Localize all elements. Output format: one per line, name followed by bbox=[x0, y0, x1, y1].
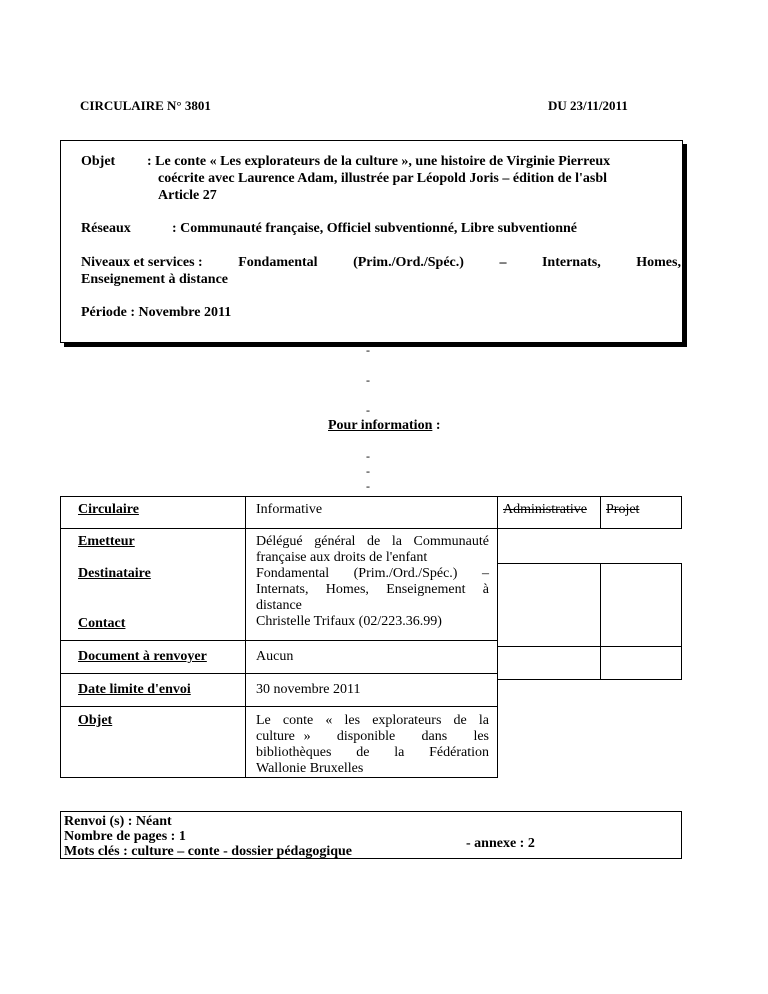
table-border bbox=[497, 679, 682, 680]
reseaux-value: : Communauté française, Officiel subventionné, Libre subventionné bbox=[172, 221, 577, 236]
table-border bbox=[60, 496, 682, 497]
pour-information-heading bbox=[328, 418, 441, 434]
nombre-pages: Nombre de pages : 1 bbox=[64, 829, 186, 844]
reseaux-label: Réseaux bbox=[81, 221, 131, 236]
table-border bbox=[60, 496, 61, 778]
niveaux-word: (Prim./Ord./Spéc.) bbox=[353, 255, 464, 270]
circulaire-value: Informative bbox=[256, 502, 323, 517]
table-border bbox=[245, 496, 246, 778]
circular-number: CIRCULAIRE N° 3801 bbox=[80, 98, 211, 113]
objet-label: Objet bbox=[81, 154, 116, 169]
table-border bbox=[60, 777, 498, 778]
destinataire-line: Fondamental (Prim./Ord./Spéc.) – bbox=[256, 566, 489, 581]
separator-dash: - bbox=[366, 449, 370, 463]
subject-box bbox=[60, 140, 683, 343]
table-border bbox=[60, 706, 498, 707]
niveaux-word: – bbox=[499, 255, 507, 270]
emetteur-line: française aux droits de l'enfant bbox=[256, 550, 428, 565]
circulaire-label: Circulaire bbox=[78, 502, 139, 517]
niveaux-line-1 bbox=[81, 254, 681, 271]
date-limite-label: Date limite d'envoi bbox=[78, 682, 191, 697]
objet-line: bibliothèques de la Fédération bbox=[256, 745, 489, 760]
table-border bbox=[681, 563, 682, 680]
table-border bbox=[60, 528, 498, 529]
document-label: Document à renvoyer bbox=[78, 649, 207, 664]
destinataire-line: distance bbox=[256, 598, 302, 613]
objet-line-1: : Le conte « Les explorateurs de la culture », une histoire de Virginie Pierreux bbox=[147, 154, 611, 169]
separator-dash: - bbox=[366, 464, 370, 478]
table-border bbox=[600, 563, 601, 680]
date-limite-value: 30 novembre 2011 bbox=[256, 682, 361, 697]
destinataire-line: Internats, Homes, Enseignement à bbox=[256, 582, 489, 597]
objet-line: Wallonie Bruxelles bbox=[256, 761, 364, 776]
contact-value: Christelle Trifaux (02/223.36.99) bbox=[256, 614, 442, 629]
table-border bbox=[60, 673, 498, 674]
table-border bbox=[497, 528, 682, 529]
emetteur-label: Emetteur bbox=[78, 534, 135, 549]
niveaux-word: Internats, bbox=[541, 255, 601, 270]
objet-line-2: coécrite avec Laurence Adam, illustrée par Léopold Joris – édition de l'asbl bbox=[158, 171, 607, 186]
administrative-option: Administrative bbox=[503, 502, 587, 517]
table-border bbox=[600, 496, 601, 529]
pour-information-colon: : bbox=[432, 418, 441, 433]
circular-date: DU 23/11/2011 bbox=[548, 98, 628, 113]
table-border bbox=[681, 496, 682, 529]
emetteur-line: Délégué général de la Communauté bbox=[256, 534, 489, 549]
objet-line-3: Article 27 bbox=[158, 188, 217, 203]
pour-information-text: Pour information bbox=[328, 418, 433, 433]
periode: Période : Novembre 2011 bbox=[81, 305, 232, 320]
emetteur-destinataire-contact-values bbox=[256, 534, 489, 630]
table-border bbox=[497, 646, 682, 647]
projet-option: Projet bbox=[606, 502, 640, 517]
niveaux-word: Niveaux et services : bbox=[81, 255, 203, 270]
separator-dash: - bbox=[366, 479, 370, 493]
niveaux-word: Homes, bbox=[636, 255, 681, 270]
niveaux-line-2: Enseignement à distance bbox=[81, 272, 228, 287]
niveaux-word: Fondamental bbox=[238, 255, 318, 270]
objet-line: Le conte « les explorateurs de la bbox=[256, 713, 489, 728]
mots-cles: Mots clés : culture – conte - dossier pédagogique bbox=[64, 844, 353, 859]
objet-line: culture » disponible dans les bbox=[256, 729, 489, 744]
summary-box bbox=[60, 811, 682, 859]
annexe: - annexe : 2 bbox=[466, 836, 535, 851]
document-value: Aucun bbox=[256, 649, 294, 664]
separator-dash: - bbox=[366, 403, 370, 417]
objet-table-value bbox=[256, 713, 489, 777]
renvoi: Renvoi (s) : Néant bbox=[64, 814, 172, 829]
table-border bbox=[497, 563, 682, 564]
objet-table-label: Objet bbox=[78, 713, 113, 728]
table-border bbox=[497, 496, 498, 778]
table-border bbox=[60, 640, 498, 641]
destinataire-label: Destinataire bbox=[78, 566, 151, 581]
separator-dash: - bbox=[366, 343, 370, 357]
contact-label: Contact bbox=[78, 616, 126, 631]
separator-dash: - bbox=[366, 373, 370, 387]
